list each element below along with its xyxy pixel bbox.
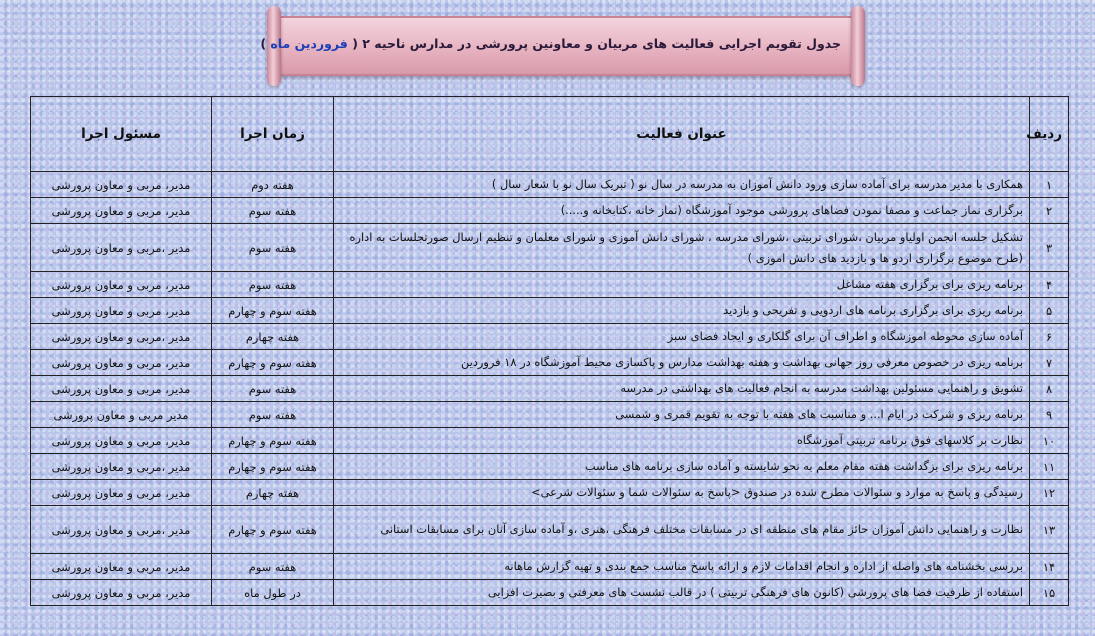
table-row bbox=[31, 580, 1069, 606]
table-row bbox=[31, 402, 1069, 428]
table-row bbox=[31, 480, 1069, 506]
table-row bbox=[31, 172, 1069, 198]
table-row bbox=[31, 428, 1069, 454]
execution-time-cell: هفته دوم bbox=[212, 172, 334, 198]
responsible-cell: مدیر، مربی و معاون پرورشی bbox=[31, 272, 212, 298]
page-title-prefix: جدول تقویم اجرایی فعالیت های مربیان و معاونین پرورشی در مدارس ناحیه ۲ ( bbox=[352, 36, 841, 51]
row-number-cell: ۷ bbox=[1030, 350, 1069, 376]
row-number-cell: ۲ bbox=[1030, 198, 1069, 224]
responsible-cell: مدیر، مربی و معاون پرورشی bbox=[31, 428, 212, 454]
row-number-cell: ۶ bbox=[1030, 324, 1069, 350]
table-row bbox=[31, 454, 1069, 480]
execution-time-cell: هفته سوم و چهارم bbox=[212, 454, 334, 480]
responsible-cell: مدیر، مربی و معاون پرورشی bbox=[31, 298, 212, 324]
execution-time-cell: هفته سوم bbox=[212, 376, 334, 402]
page-title-suffix: ) bbox=[260, 36, 267, 51]
responsible-cell: مدیر ،مربی و معاون پرورشی bbox=[31, 224, 212, 272]
execution-time-cell: هفته سوم bbox=[212, 198, 334, 224]
activity-title-cell: رسیدگی و پاسخ به موارد و سئوالات مطرح شده در صندوق <پاسخ به سئوالات شما و سئوالات شرعی> bbox=[334, 480, 1030, 506]
row-number-cell: ۱۴ bbox=[1030, 554, 1069, 580]
responsible-cell: مدیر، مربی و معاون پرورشی bbox=[31, 376, 212, 402]
table-row bbox=[31, 272, 1069, 298]
activity-title-cell: برنامه ریزی در خصوص معرفی روز جهانی بهداشت و هفته بهداشت مدارس و پاکسازی محیط آموزشگاه در ۱۸ فروردین bbox=[334, 350, 1030, 376]
execution-time-cell: هفته سوم bbox=[212, 554, 334, 580]
table-row bbox=[31, 350, 1069, 376]
scroll-roll-right bbox=[851, 6, 865, 86]
activity-title-cell: برنامه ریزی و شرکت در ایام ا... و مناسبت های هفته با توجه به تقویم قمری و شمسی bbox=[334, 402, 1030, 428]
responsible-cell: مدیر ،مربی و معاون پرورشی bbox=[31, 324, 212, 350]
responsible-cell: مدیر، مربی و معاون پرورشی bbox=[31, 172, 212, 198]
row-number-cell: ۵ bbox=[1030, 298, 1069, 324]
activity-title-cell: برنامه ریزی برای برگزاری هفته مشاغل bbox=[334, 272, 1030, 298]
table-row bbox=[31, 376, 1069, 402]
activity-title-cell: تشویق و راهنمایی مسئولین بهداشت مدرسه به انجام فعالیت های بهداشتی در مدرسه bbox=[334, 376, 1030, 402]
table-row bbox=[31, 198, 1069, 224]
row-number-cell: ۱ bbox=[1030, 172, 1069, 198]
responsible-cell: مدیر مربی و معاون پرورشی bbox=[31, 402, 212, 428]
activity-title-cell: تشکیل جلسه انجمن اولیاو مربیان ،شورای تربیتی ،شورای مدرسه ، شورای دانش آموزی و شورای معلمان و تنظیم ارسال صورتجلسات به اداره (طرح موضوع برگزاری اردو ها و بازدید های دانش اموزی ) bbox=[334, 224, 1030, 272]
execution-time-cell: هفته سوم bbox=[212, 272, 334, 298]
header-responsible: مسئول اجرا bbox=[31, 97, 212, 172]
page-title-month: فروردین ماه bbox=[266, 36, 353, 51]
activity-title-cell: نظارت و راهنمایی دانش آموزان حائز مقام های منطقه ای در مسابقات مختلف فرهنگی ،هنری ،و آماده سازی آنان برای مسابقات استانی bbox=[334, 506, 1030, 554]
row-number-cell: ۸ bbox=[1030, 376, 1069, 402]
header-activity-title: عنوان فعالیت bbox=[334, 97, 1030, 172]
row-number-cell: ۱۳ bbox=[1030, 506, 1069, 554]
activity-title-cell: بررسی بخشنامه های واصله از اداره و انجام اقدامات لازم و ارائه پاسخ مناسب جمع بندی و تهیه گزارش ماهانه bbox=[334, 554, 1030, 580]
execution-time-cell: هفته سوم و چهارم bbox=[212, 428, 334, 454]
execution-time-cell: هفته چهارم bbox=[212, 324, 334, 350]
table-row bbox=[31, 298, 1069, 324]
activity-title-cell: برگزاری نماز جماعت و مصفا نمودن فضاهای پرورشی موجود آموزشگاه (نماز خانه ،کتابخانه و.....) bbox=[334, 198, 1030, 224]
responsible-cell: مدیر، مربی و معاون پرورشی bbox=[31, 350, 212, 376]
row-number-cell: ۱۰ bbox=[1030, 428, 1069, 454]
table-row bbox=[31, 224, 1069, 272]
execution-time-cell: هفته سوم و چهارم bbox=[212, 298, 334, 324]
execution-time-cell: هفته چهارم bbox=[212, 480, 334, 506]
execution-time-cell: در طول ماه bbox=[212, 580, 334, 606]
execution-time-cell: هفته سوم bbox=[212, 224, 334, 272]
row-number-cell: ۹ bbox=[1030, 402, 1069, 428]
activity-title-cell: استفاده از ظرفیت فضا های پرورشی (کانون های فرهنگی تربیتی ) در قالب نشست های معرفتی و بصیرت افزایی bbox=[334, 580, 1030, 606]
header-row bbox=[31, 97, 1069, 172]
table-row bbox=[31, 506, 1069, 554]
execution-time-cell: هفته سوم و چهارم bbox=[212, 506, 334, 554]
responsible-cell: مدیر، مربی و معاون پرورشی bbox=[31, 554, 212, 580]
row-number-cell: ۱۵ bbox=[1030, 580, 1069, 606]
activity-title-cell: همکاری با مدیر مدرسه برای آماده سازی ورود دانش آموزان به مدرسه در سال نو ( تبریک سال نو با شعار سال ) bbox=[334, 172, 1030, 198]
responsible-cell: مدیر، مربی و معاون پرورشی bbox=[31, 580, 212, 606]
row-number-cell: ۴ bbox=[1030, 272, 1069, 298]
row-number-cell: ۱۱ bbox=[1030, 454, 1069, 480]
table-row bbox=[31, 324, 1069, 350]
responsible-cell: مدیر ،مربی و معاون پرورشی bbox=[31, 506, 212, 554]
activity-title-cell: آماده سازی محوطه اموزشگاه و اطراف آن برای گلکاری و ایجاد فضای سبز bbox=[334, 324, 1030, 350]
header-execution-time: زمان اجرا bbox=[212, 97, 334, 172]
execution-time-cell: هفته سوم bbox=[212, 402, 334, 428]
page-title bbox=[260, 36, 841, 51]
row-number-cell: ۳ bbox=[1030, 224, 1069, 272]
row-number-cell: ۱۲ bbox=[1030, 480, 1069, 506]
execution-time-cell: هفته سوم و چهارم bbox=[212, 350, 334, 376]
header-row-number: ردیف bbox=[1030, 97, 1069, 172]
responsible-cell: مدیر، مربی و معاون پرورشی bbox=[31, 480, 212, 506]
title-scroll-banner bbox=[260, 6, 865, 86]
responsible-cell: مدیر، مربی و معاون پرورشی bbox=[31, 198, 212, 224]
activity-title-cell: برنامه ریزی برای بزگداشت هفته مقام معلم به نحو شایسته و آماده سازی برنامه های مناسب bbox=[334, 454, 1030, 480]
activity-title-cell: نظارت بر کلاسهای فوق برنامه تربیتی آموزشگاه bbox=[334, 428, 1030, 454]
activities-table bbox=[30, 96, 1069, 606]
table-row bbox=[31, 554, 1069, 580]
responsible-cell: مدیر ،مربی و معاون پرورشی bbox=[31, 454, 212, 480]
activity-title-cell: برنامه ریزی برای برگزاری برنامه های اردویی و تفریحی و بازدید bbox=[334, 298, 1030, 324]
table-body bbox=[31, 172, 1069, 606]
